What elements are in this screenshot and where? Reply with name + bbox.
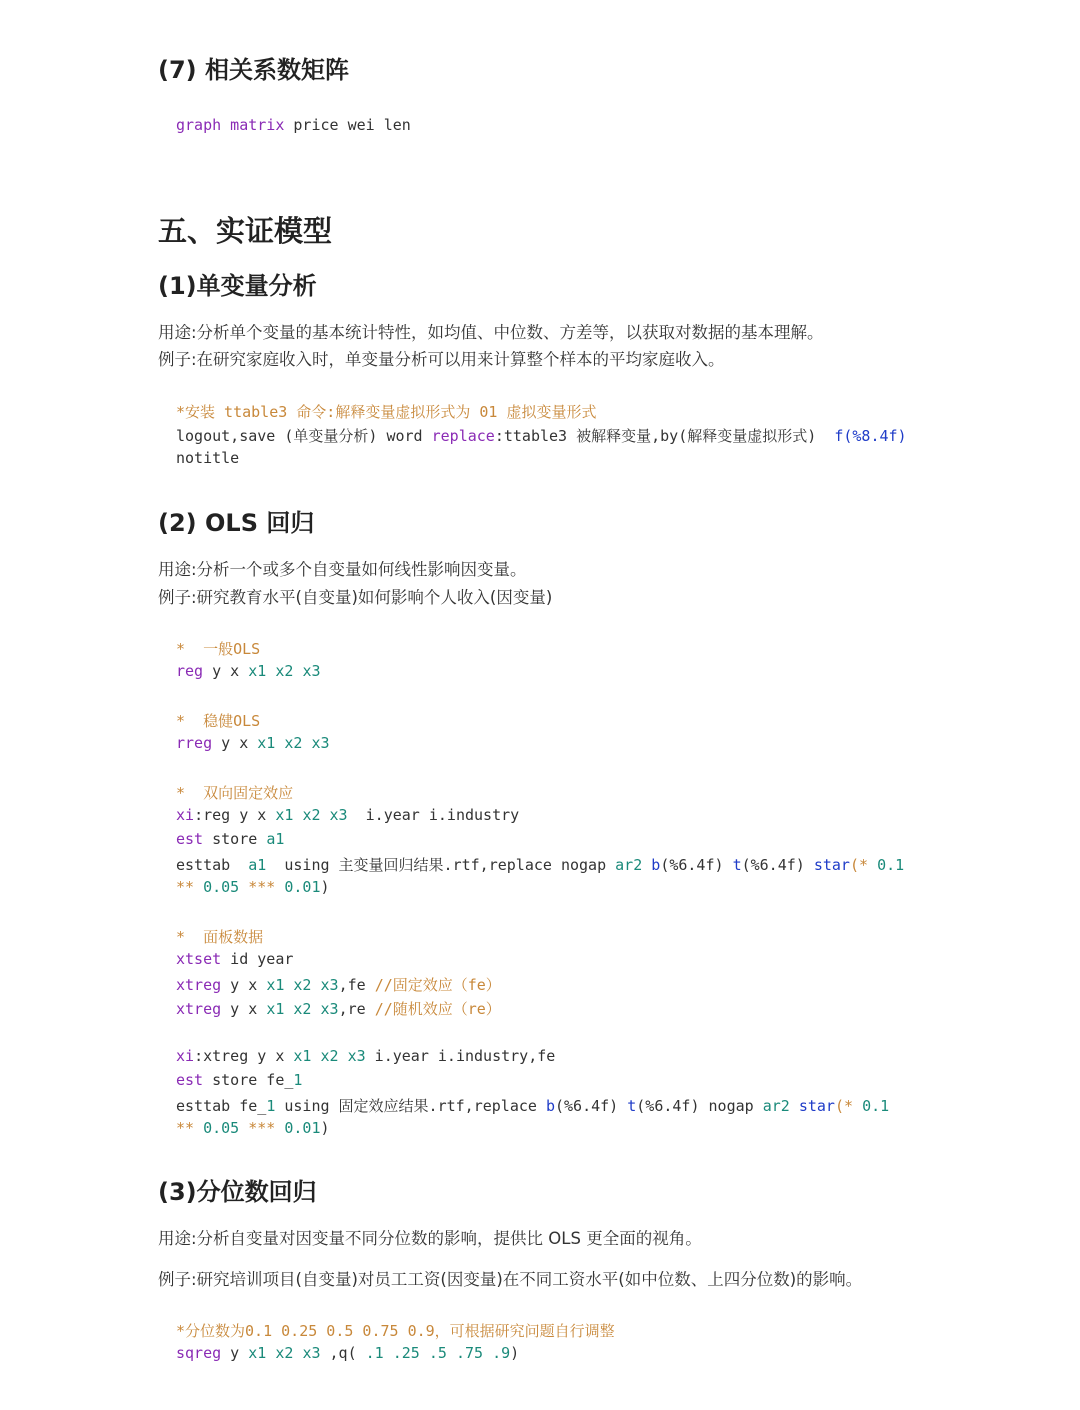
code-reg-line: reg y x x1 x2 x3 (176, 662, 321, 680)
code-sqreg-line: sqreg y x1 x2 x3 ,q( .1 .25 .5 .75 .9) (176, 1344, 520, 1362)
section-heading-ols: (2) OLS 回归 (158, 509, 315, 537)
paragraph-univariate-example: 例子:在研究家庭收入时，单变量分析可以用来计算整个样本的平均家庭收入。 (158, 350, 725, 369)
code-xtreg-fe-line: xtreg y x x1 x2 x3,fe //固定效应（fe） (176, 976, 501, 994)
code-graph-matrix: graph matrix price wei len (176, 116, 411, 134)
paragraph-ols-use: 用途:分析一个或多个自变量如何线性影响因变量。 (158, 560, 527, 579)
paragraph-quantile-example: 例子:研究培训项目(自变量)对员工工资(因变量)在不同工资水平(如中位数、上四分位数)的影响。 (158, 1270, 863, 1289)
code-notitle-line: notitle (176, 449, 240, 467)
code-esttab-fe1-line1: esttab fe_1 using 固定效应结果.rtf,replace b(%6.4f) t(%6.4f) nogap ar2 star(* 0.1 (176, 1097, 890, 1115)
code-rreg-line: rreg y x x1 x2 x3 (176, 734, 330, 752)
code-comment-ttable: *安装 ttable3 命令:解释变量虚拟形式为 01 虚拟变量形式 (176, 403, 597, 421)
paragraph-ols-example: 例子:研究教育水平(自变量)如何影响个人收入(因变量) (158, 588, 553, 607)
code-xtset-line: xtset id year (176, 950, 294, 968)
code-comment-robust: * 稳健OLS (176, 712, 261, 730)
code-esttab-fe1-line2: ** 0.05 *** 0.01) (176, 1119, 330, 1137)
chapter-heading: 五、实证模型 (158, 214, 333, 248)
code-comment-twoway-fe: * 双向固定效应 (176, 784, 294, 802)
section-heading-correlation: (7) 相关系数矩阵 (158, 56, 349, 84)
paragraph-quantile-use: 用途:分析自变量对因变量不同分位数的影响，提供比 OLS 更全面的视角。 (158, 1229, 702, 1248)
code-comment-panel: * 面板数据 (176, 928, 264, 946)
code-xi-xtreg-line: xi:xtreg y x x1 x2 x3 i.year i.industry,fe (176, 1047, 556, 1065)
code-xi-reg-line: xi:reg y x x1 x2 x3 i.year i.industry (176, 806, 520, 824)
code-est-store-a1: est store a1 (176, 830, 285, 848)
code-comment-ols: * 一般OLS (176, 640, 261, 658)
code-est-store-fe1: est store fe_1 (176, 1071, 303, 1089)
paragraph-univariate-use: 用途:分析单个变量的基本统计特性，如均值、中位数、方差等，以获取对数据的基本理解。 (158, 323, 824, 342)
section-heading-univariate: (1)单变量分析 (158, 272, 317, 300)
code-comment-quantile: *分位数为0.1 0.25 0.5 0.75 0.9，可根据研究问题自行调整 (176, 1322, 615, 1340)
code-esttab-a1-line2: ** 0.05 *** 0.01) (176, 878, 330, 896)
code-logout-line: logout,save (单变量分析) word replace:ttable3 被解释变量,by(解释变量虚拟形式) f(%8.4f) (176, 427, 907, 445)
section-heading-quantile: (3)分位数回归 (158, 1178, 317, 1206)
code-esttab-a1-line1: esttab a1 using 主变量回归结果.rtf,replace nogap ar2 b(%6.4f) t(%6.4f) star(* 0.1 (176, 856, 905, 874)
code-xtreg-re-line: xtreg y x x1 x2 x3,re //随机效应（re） (176, 1000, 501, 1018)
